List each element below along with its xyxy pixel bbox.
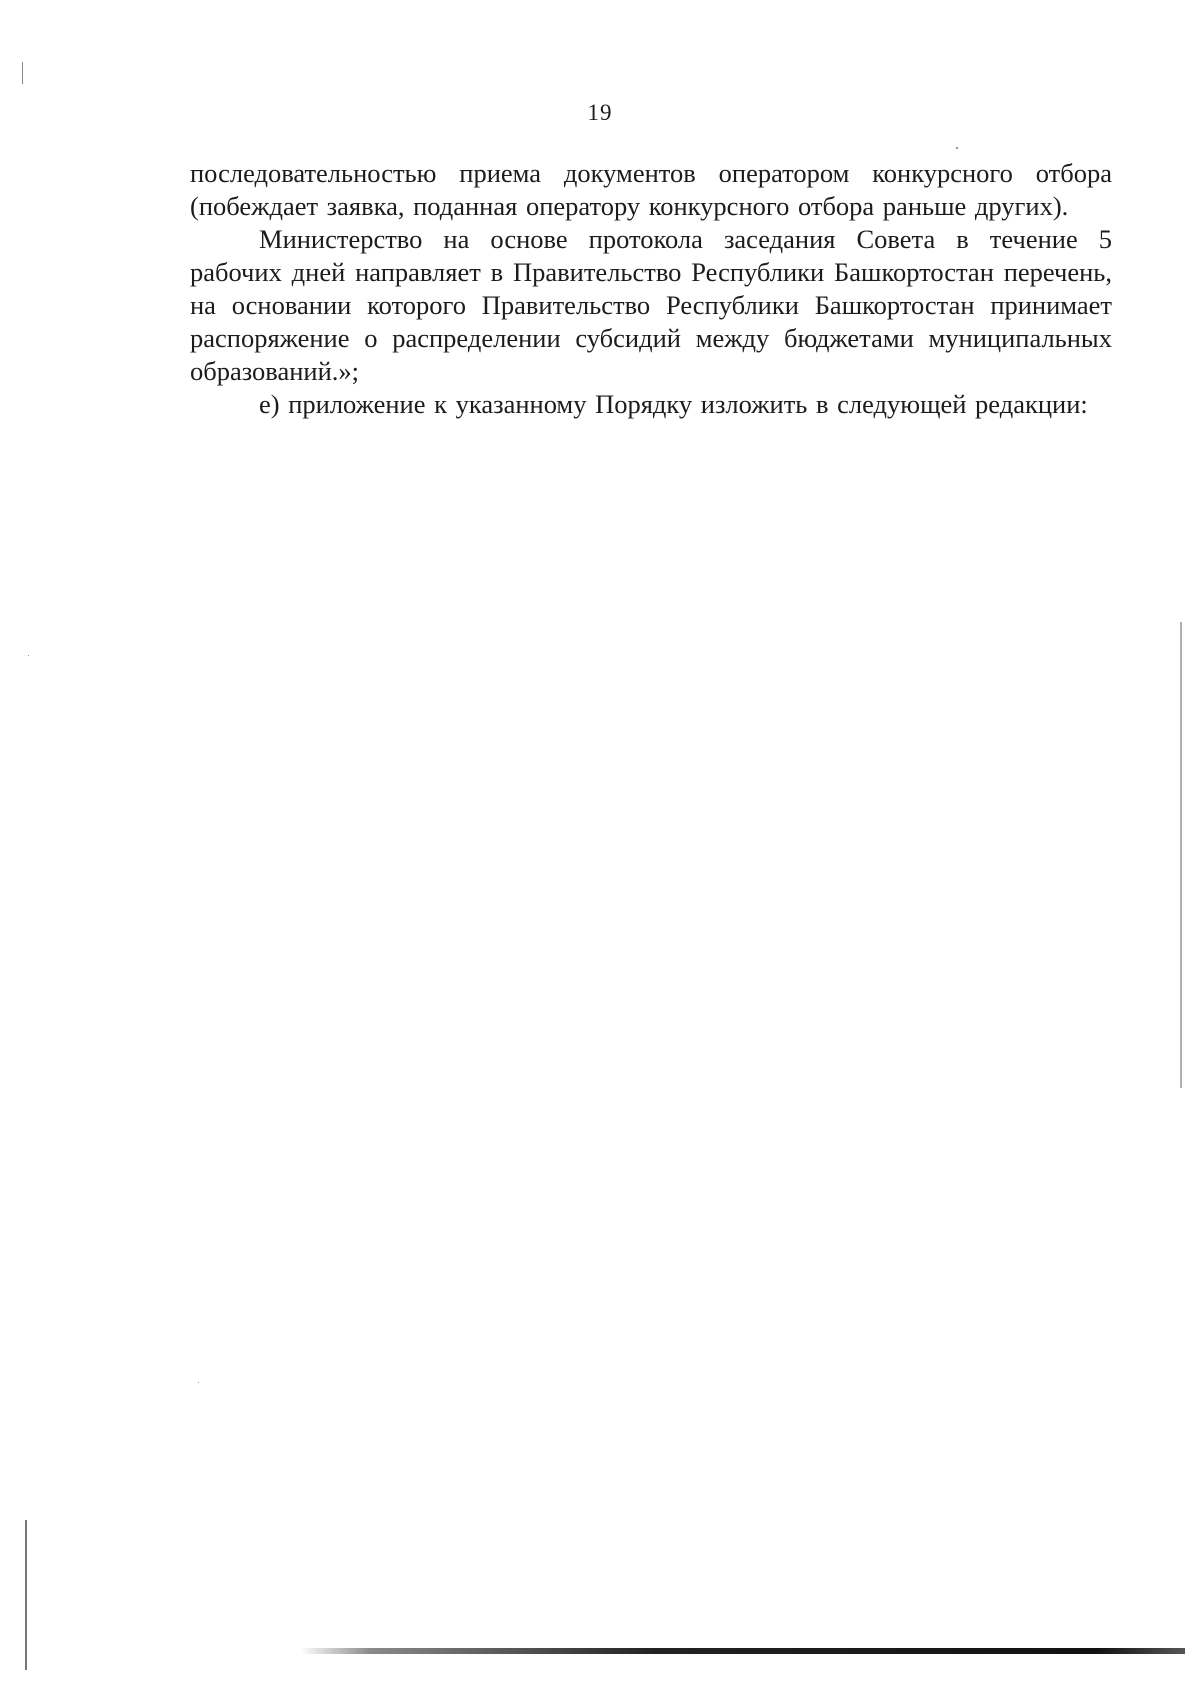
document-body — [190, 157, 1112, 421]
scan-artifact-bottom-bar — [300, 1648, 1185, 1654]
scan-artifact-right-margin — [1180, 622, 1182, 1088]
scan-artifact-left-bottom — [25, 1520, 27, 1670]
paragraph-item-e: е) приложение к указанному Порядку изложить в следующей редакции: — [259, 389, 1088, 419]
paragraph-ministry-tail: Республики Башкортостан принимает распоряжение о распределении субсидий между бюджетами муниципальных образований.»; — [190, 290, 1112, 386]
paragraph-ministry — [190, 223, 1112, 388]
scan-speck — [198, 1382, 199, 1383]
scan-artifact-left-top — [22, 62, 23, 84]
scan-speck — [956, 147, 958, 149]
paragraph-ministry-head: Министерство на основе протокола заседания Совета в течение 5 рабочих дней направляет в Правительство Республики Башкортостан перечень, на основании которого Правительство — [190, 224, 1112, 320]
scan-speck — [28, 655, 29, 656]
page-number: 19 — [587, 100, 613, 125]
paragraph-continuation: последовательностью приема документов оператором конкурсного отбора (побеждает заявка, поданная оператору конкурсного отбора раньше других). — [190, 158, 1112, 221]
